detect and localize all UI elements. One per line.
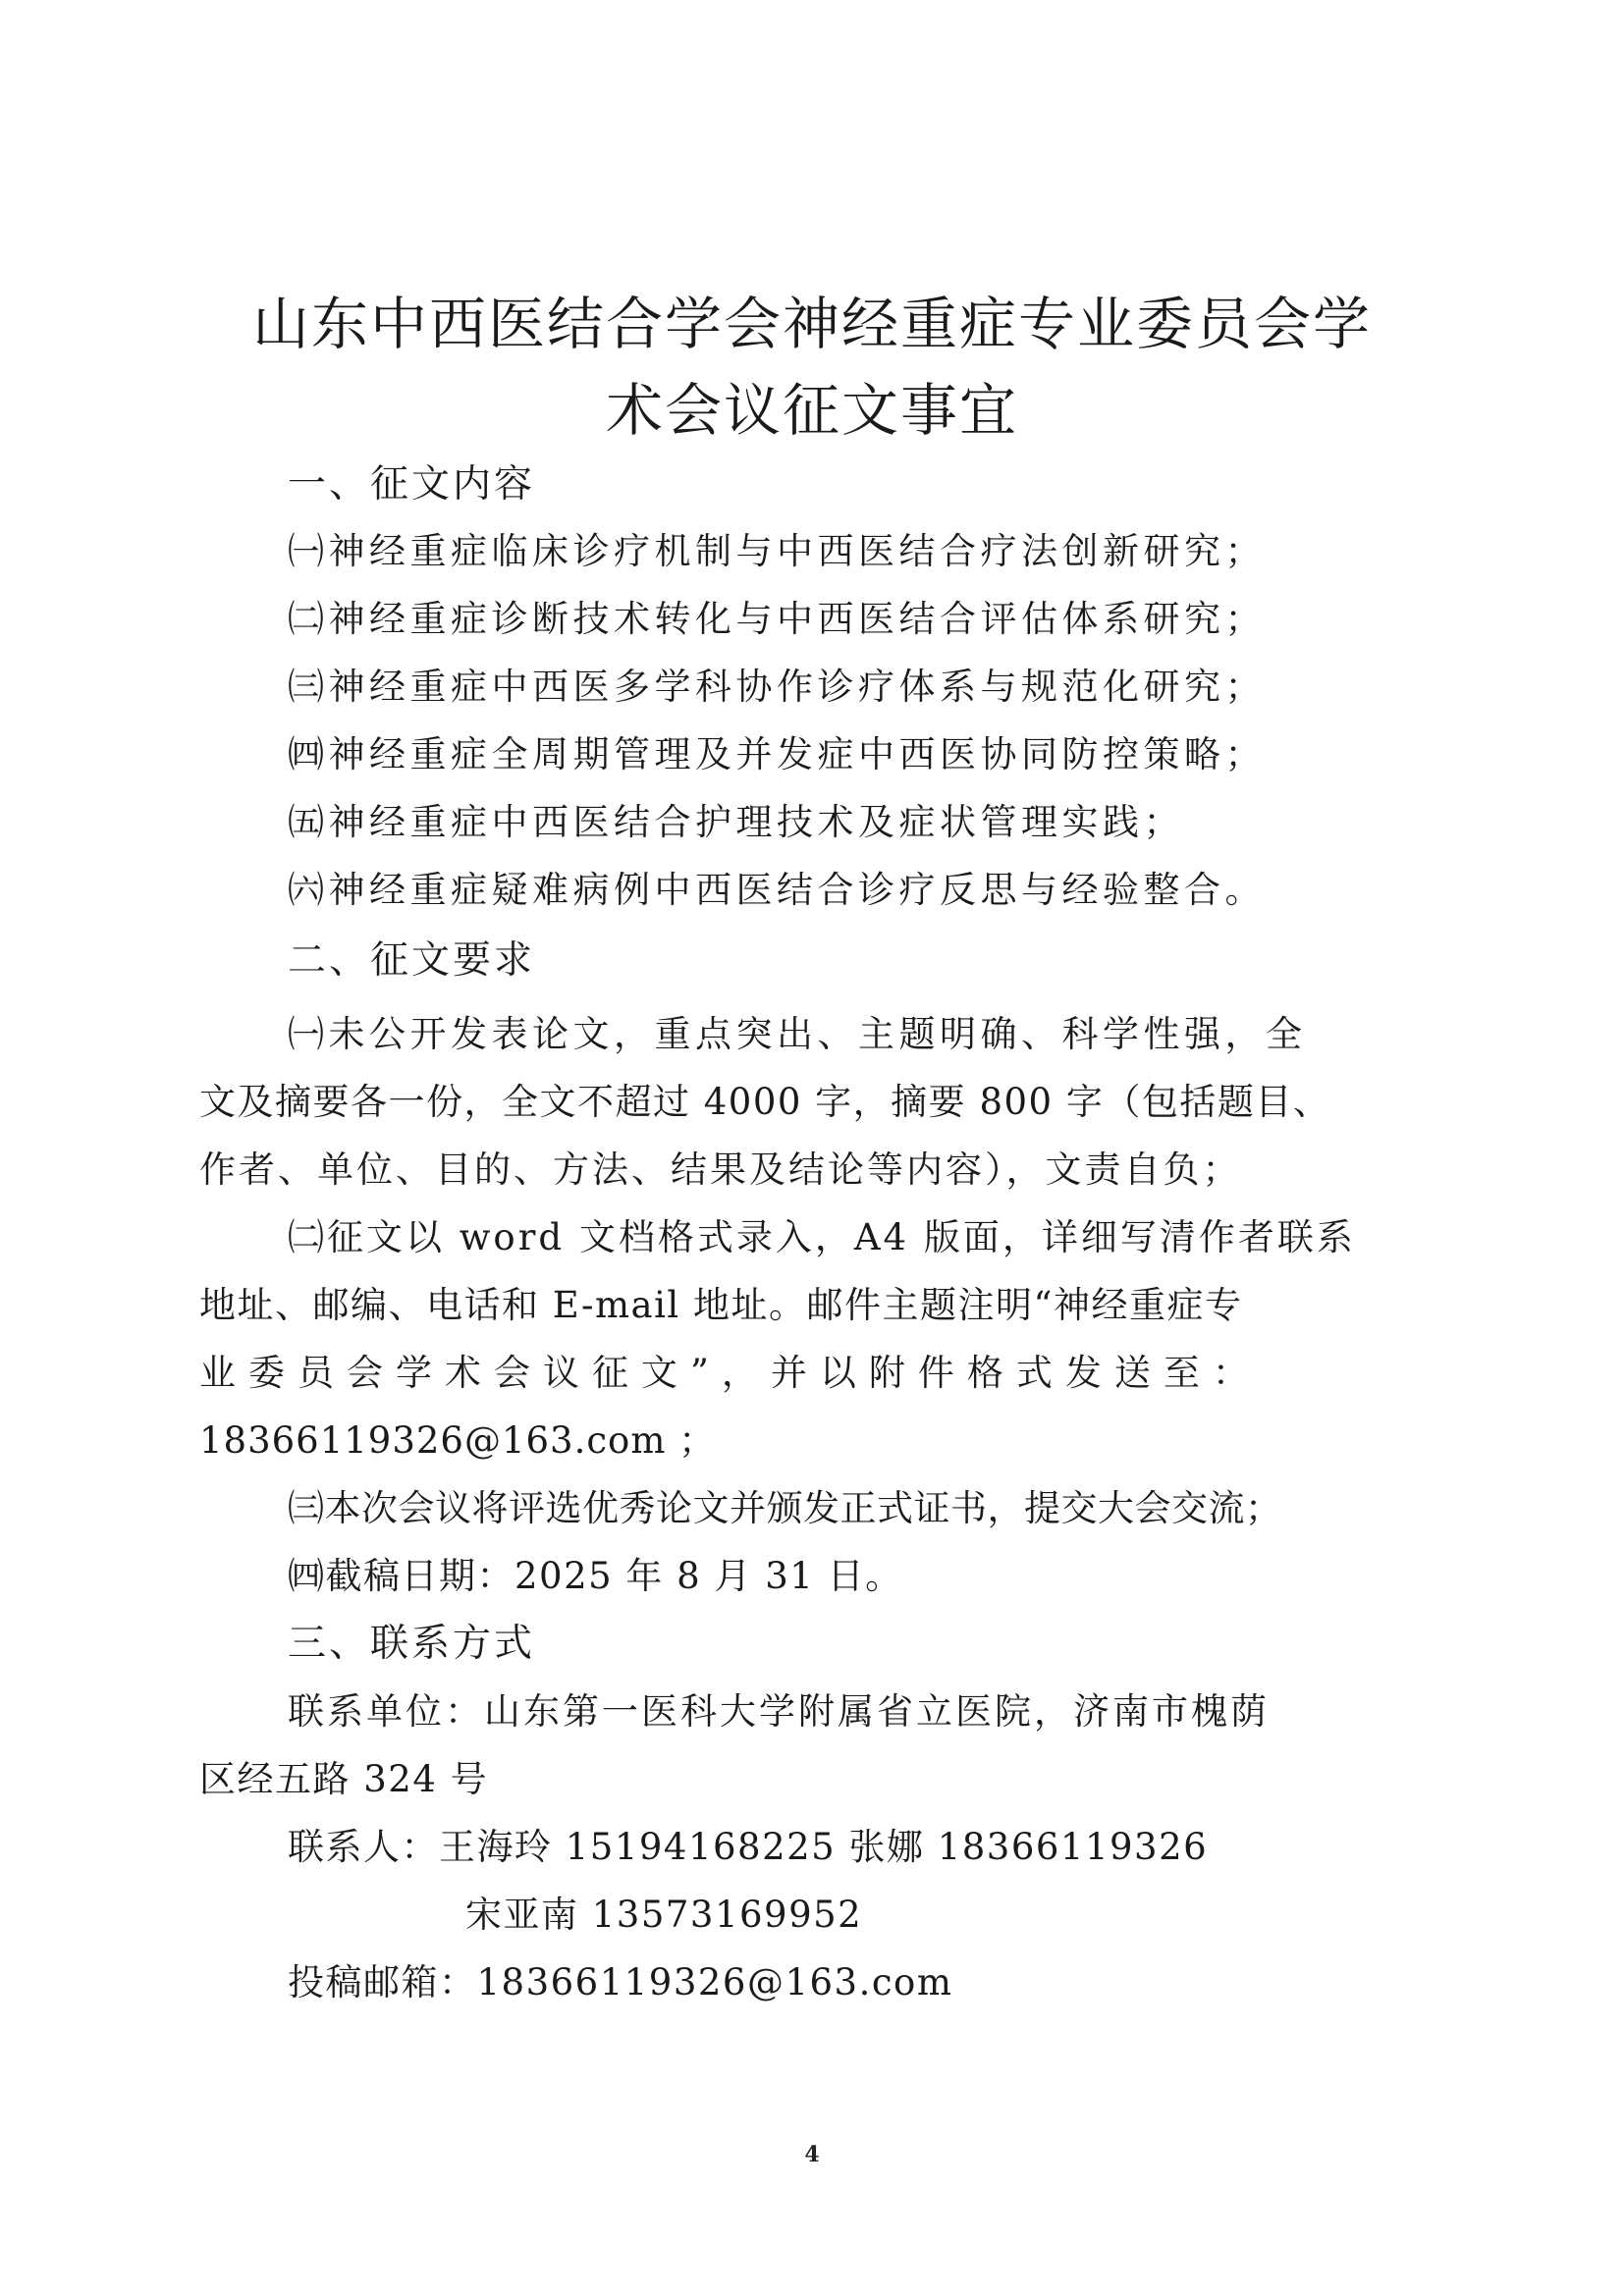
requirement-2-line-1: ㈡征文以 word 文档格式录入，A4 版面，详细写清作者联系 [288,1216,1356,1258]
requirement-4-deadline: ㈣截稿日期：2025 年 8 月 31 日。 [288,1555,903,1597]
requirement-1-line-1: ㈠未公开发表论文，重点突出、主题明确、科学性强，全 [288,1013,1307,1055]
content-item-1: ㈠神经重症临床诊疗机制与中西医结合疗法创新研究； [288,530,1266,572]
section-heading-content: 一、征文内容 [288,462,536,507]
content-item-4: ㈣神经重症全周期管理及并发症中西医协同防控策略； [288,733,1266,775]
requirement-1-line-3: 作者、单位、目的、方法、结果及结论等内容），文责自负； [199,1148,1242,1191]
contact-unit-line-2: 区经五路 324 号 [199,1758,489,1800]
content-item-5: ㈤神经重症中西医结合护理技术及症状管理实践； [288,801,1184,843]
content-item-3: ㈢神经重症中西医多学科协作诊疗体系与规范化研究； [288,666,1266,708]
requirement-1-line-2: 文及摘要各一份，全文不超过 4000 字，摘要 800 字（包括题目、 [199,1081,1331,1123]
document-title-line-2: 术会议征文事宜 [605,377,1018,444]
requirement-2-line-3: 业委员会学术会议征文”，并以附件格式发送至： [199,1352,1262,1394]
section-heading-contact: 三、联系方式 [288,1622,536,1666]
contact-persons-line-1: 联系人：王海玲 15194168225 张娜 18366119326 [288,1826,1209,1868]
document-title-line-1: 山东中西医结合学会神经重症专业委员会学 [251,291,1372,357]
requirement-2-line-2: 地址、邮编、电话和 E-mail 地址。邮件主题注明“神经重症专 [199,1284,1243,1326]
content-item-6: ㈥神经重症疑难病例中西医结合诊疗反思与经验整合。 [288,869,1266,911]
requirement-2-email: 18366119326@163.com ； [199,1419,717,1462]
requirement-3: ㈢本次会议将评选优秀论文并颁发正式证书，提交大会交流； [288,1487,1282,1529]
content-item-2: ㈡神经重症诊断技术转化与中西医结合评估体系研究； [288,598,1266,640]
section-heading-requirements: 二、征文要求 [288,938,536,983]
contact-persons-line-2: 宋亚南 13573169952 [465,1894,863,1936]
contact-unit-line-1: 联系单位：山东第一医科大学附属省立医院，济南市槐荫 [288,1690,1270,1733]
submission-email: 投稿邮箱：18366119326@163.com [288,1961,953,2003]
page-number: 4 [804,2142,820,2167]
